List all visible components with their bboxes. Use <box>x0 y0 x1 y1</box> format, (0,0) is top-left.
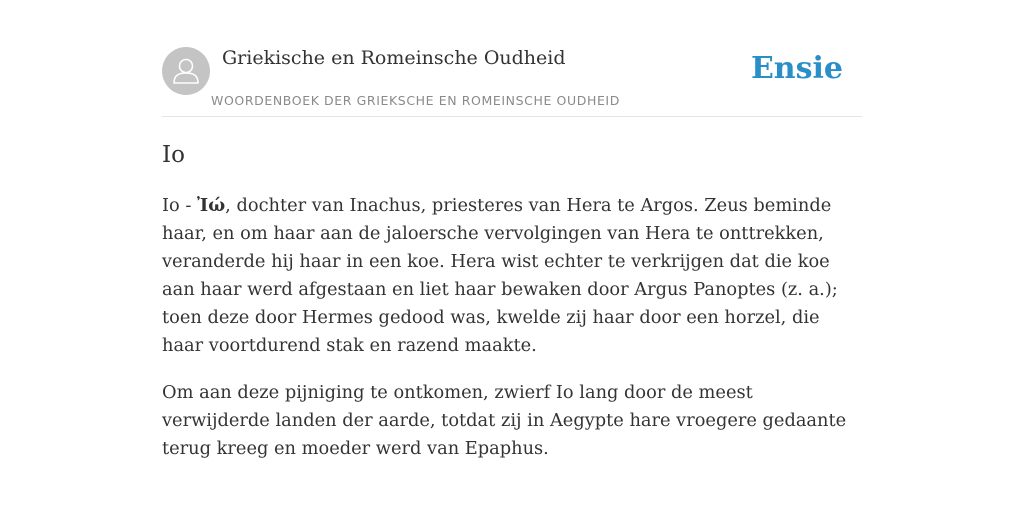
entry-paragraph-1 <box>162 192 862 360</box>
entry-text: , dochter van Inachus, priesteres van Hera te Argos. Zeus beminde haar, en om haar aan de jaloersche vervolgingen van Hera te onttrekken, veranderde hij haar in een koe. Hera wist echter te verkrijgen dat die koe aan haar werd afgestaan en liet haar bewaken door Argus Panoptes (z. a.); toen deze door Hermes gedood was, kwelde zij haar door een horzel, die haar voortdurend stak en razend maakte. <box>162 195 838 356</box>
site-header <box>162 46 862 117</box>
site-name[interactable]: Griekische en Romeinsche Oudheid <box>222 47 566 69</box>
site-subtitle[interactable]: WOORDENBOEK DER GRIEKSCHE EN ROMEINSCHE OUDHEID <box>211 93 620 108</box>
user-icon[interactable] <box>162 47 210 95</box>
greek-term: Ἰώ <box>197 195 226 216</box>
ensie-logo[interactable]: Ensie <box>750 51 843 86</box>
page-title: Io <box>162 142 185 168</box>
entry-lead: Io - <box>162 195 198 216</box>
entry-content <box>162 192 862 482</box>
entry-paragraph-2: Om aan deze pijniging te ontkomen, zwierf Io lang door de meest verwijderde landen der aarde, totdat zij in Aegypte hare vroegere gedaante terug kreeg en moeder werd van Epaphus. <box>162 382 847 459</box>
